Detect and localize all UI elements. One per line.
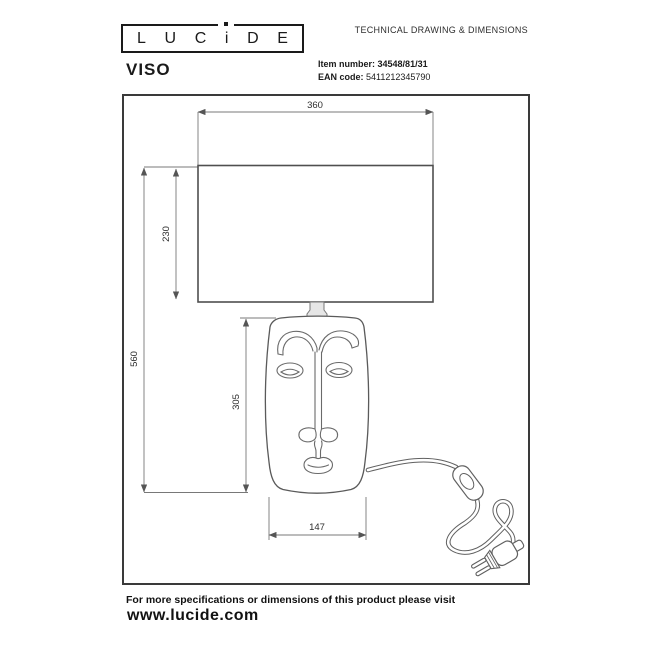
doc-title: TECHNICAL DRAWING & DIMENSIONS: [354, 25, 528, 35]
ean-label: EAN code:: [318, 72, 364, 82]
logo-letter: U: [164, 29, 177, 47]
ean-row: [318, 71, 430, 84]
product-name: VISO: [126, 60, 171, 79]
footer-note: For more specifications or dimensions of this product please visit: [126, 594, 456, 606]
cord-switch: [449, 462, 486, 503]
lamp-stem: [307, 302, 327, 317]
logo-letter: D: [247, 29, 259, 47]
dim-base-width: [269, 497, 366, 540]
logo-i-dot-icon: [224, 22, 228, 26]
lampshade-outline: [198, 166, 433, 303]
dim-total-height-value: 560: [129, 351, 140, 367]
logo-letter: E: [277, 29, 288, 47]
ean-value: 5411212345790: [366, 72, 431, 82]
item-number-value: 34548/81/31: [377, 59, 428, 69]
drawing-frame: [122, 94, 530, 585]
logo-letter: i: [224, 29, 229, 47]
lucide-logo: [121, 24, 304, 53]
dim-base-width-value: 147: [309, 522, 325, 533]
item-number-label: Item number:: [318, 59, 376, 69]
dim-shade-width: [198, 112, 433, 165]
power-cord: [368, 460, 513, 552]
item-number-row: [318, 58, 430, 71]
dim-shade-height-value: 230: [161, 226, 172, 242]
dim-body-height-value: 305: [231, 394, 242, 410]
logo-letter: C: [194, 29, 207, 47]
dim-shade-width-value: 360: [307, 100, 323, 111]
footer-website: www.lucide.com: [127, 607, 259, 624]
lamp-technical-drawing: [124, 96, 528, 583]
product-codes: [318, 58, 430, 84]
power-plug: [469, 534, 527, 579]
logo-letter: L: [137, 29, 146, 47]
